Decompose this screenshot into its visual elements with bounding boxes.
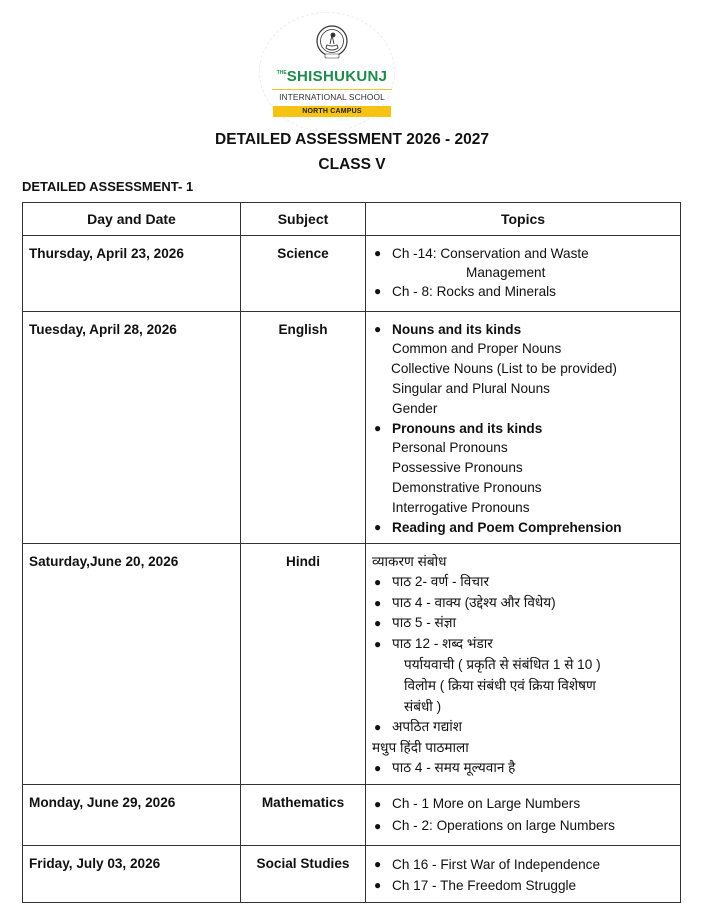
topics-cell [366, 785, 681, 846]
bullet-dot-icon: ● [374, 760, 382, 775]
topic-text: Ch - 2: Operations on large Numbers [392, 818, 615, 833]
topic-text: Ch 16 - First War of Independence [392, 857, 601, 872]
bullet-dot-icon: ● [374, 857, 382, 871]
topic-list [372, 320, 674, 339]
topic-item [372, 634, 674, 655]
table-row [23, 785, 681, 846]
class-label: CLASS V [318, 156, 386, 173]
topic-item [372, 793, 674, 815]
bullet-dot-icon: ● [374, 819, 382, 833]
topics-cell [366, 544, 681, 785]
subtopic: Interrogative Pronouns [392, 500, 530, 515]
topic-heading: Nouns and its kinds [392, 322, 522, 337]
page-title: DETAILED ASSESSMENT 2026 - 2027 [215, 131, 489, 148]
section-heading: DETAILED ASSESSMENT- 1 [22, 179, 194, 194]
topic-item [372, 875, 674, 896]
topic-item [372, 613, 674, 634]
bullet-dot-icon: ● [374, 636, 382, 651]
subject-cell: Hindi [241, 544, 366, 785]
subtopic: Demonstrative Pronouns [392, 480, 542, 495]
topic-text: Ch -14: Conservation and Waste [392, 246, 589, 261]
subject-cell: English [241, 312, 366, 544]
topic-list [372, 793, 674, 837]
subtopic: Common and Proper Nouns [392, 341, 562, 356]
topic-text: Ch - 1 More on Large Numbers [392, 796, 581, 811]
subtopic: Personal Pronouns [392, 440, 508, 455]
hindi-section-heading: व्याकरण संबोध [372, 554, 447, 569]
topic-heading: Pronouns and its kinds [392, 421, 543, 436]
bullet-dot-icon: ● [374, 720, 382, 734]
topic-text: Ch - 8: Rocks and Minerals [392, 284, 556, 299]
topic-text: अपठित गद्यांश [392, 719, 463, 734]
bullet-dot-icon: ● [374, 421, 382, 435]
date-cell: Tuesday, April 28, 2026 [23, 312, 241, 544]
topic-list [372, 518, 674, 537]
bullet-dot-icon: ● [374, 520, 382, 534]
topics-cell [366, 312, 681, 544]
topic-item [372, 854, 674, 875]
logo-divider [272, 89, 392, 90]
topic-list [372, 244, 674, 301]
date-cell: Thursday, April 23, 2026 [23, 236, 241, 312]
topics-cell [366, 236, 681, 312]
subject-cell: Science [241, 236, 366, 312]
assessment-table [22, 202, 681, 903]
topic-text: पाठ 4 - समय मूल्यवान है [392, 759, 516, 775]
topic-text: Ch 17 - The Freedom Struggle [392, 878, 577, 893]
topic-item [372, 244, 674, 282]
topic-item [372, 815, 674, 837]
topic-continuation: Management [466, 265, 546, 280]
table-row [23, 312, 681, 544]
topic-heading: Reading and Poem Comprehension [392, 520, 622, 535]
subtopic: Gender [392, 401, 438, 416]
topic-text: पाठ 5 - संज्ञा [392, 615, 456, 630]
table-row [23, 846, 681, 903]
topic-item [372, 593, 674, 614]
subtopic: Possessive Pronouns [392, 460, 523, 475]
topic-item [372, 320, 674, 339]
bullet-dot-icon: ● [374, 878, 382, 892]
date-cell: Monday, June 29, 2026 [23, 785, 241, 846]
subtopic: पर्यायवाची ( प्रकृति से संबंधित 1 से 10 ) [404, 657, 601, 672]
topic-item [372, 282, 674, 301]
topic-item [372, 717, 674, 738]
bullet-dot-icon: ● [374, 797, 382, 811]
bullet-dot-icon: ● [374, 322, 382, 336]
bullet-dot-icon: ● [374, 246, 382, 260]
topic-text: पाठ 2- वर्ण - विचार [392, 574, 490, 589]
topic-text: पाठ 12 - शब्द भंडार [392, 635, 493, 651]
bullet-dot-icon: ● [374, 575, 382, 589]
table-header-row [23, 203, 681, 236]
column-header-date: Day and Date [23, 203, 241, 236]
table-row [23, 544, 681, 785]
bullet-dot-icon: ● [374, 616, 382, 630]
the-prefix: THE [276, 70, 287, 76]
subtopic: Collective Nouns (List to be provided) [391, 361, 617, 376]
table-row [23, 236, 681, 312]
date-cell: Friday, July 03, 2026 [23, 846, 241, 903]
subtopic: संबंधी ) [404, 699, 442, 714]
topic-item [372, 419, 674, 438]
topic-item [372, 758, 674, 779]
campus-badge: NORTH CAMPUS [273, 106, 391, 117]
column-header-subject: Subject [241, 203, 366, 236]
bullet-dot-icon: ● [374, 284, 382, 298]
topic-list [372, 758, 674, 779]
school-name [267, 68, 397, 86]
subject-cell: Social Studies [241, 846, 366, 903]
topic-list [372, 717, 674, 738]
date-cell: Saturday,June 20, 2026 [23, 544, 241, 785]
topic-item [372, 572, 674, 593]
subtopic: Singular and Plural Nouns [392, 381, 550, 396]
topic-list [372, 419, 674, 438]
topic-list [372, 572, 674, 654]
school-crest-icon [314, 24, 350, 60]
topic-list [372, 854, 674, 896]
school-subtitle: INTERNATIONAL SCHOOL [279, 92, 385, 102]
topic-item [372, 518, 674, 537]
topics-cell [366, 846, 681, 903]
hindi-section-heading: मधुप हिंदी पाठमाला [372, 739, 469, 755]
subtopic: विलोम ( क्रिया संबंधी एवं क्रिया विशेषण [404, 678, 596, 693]
topic-text: पाठ 4 - वाक्य (उद्देश्य और विधेय) [392, 594, 556, 610]
school-name-text: SHISHUKUNJ [286, 68, 388, 85]
bullet-dot-icon: ● [374, 595, 382, 610]
subject-cell: Mathematics [241, 785, 366, 846]
column-header-topics: Topics [366, 203, 681, 236]
